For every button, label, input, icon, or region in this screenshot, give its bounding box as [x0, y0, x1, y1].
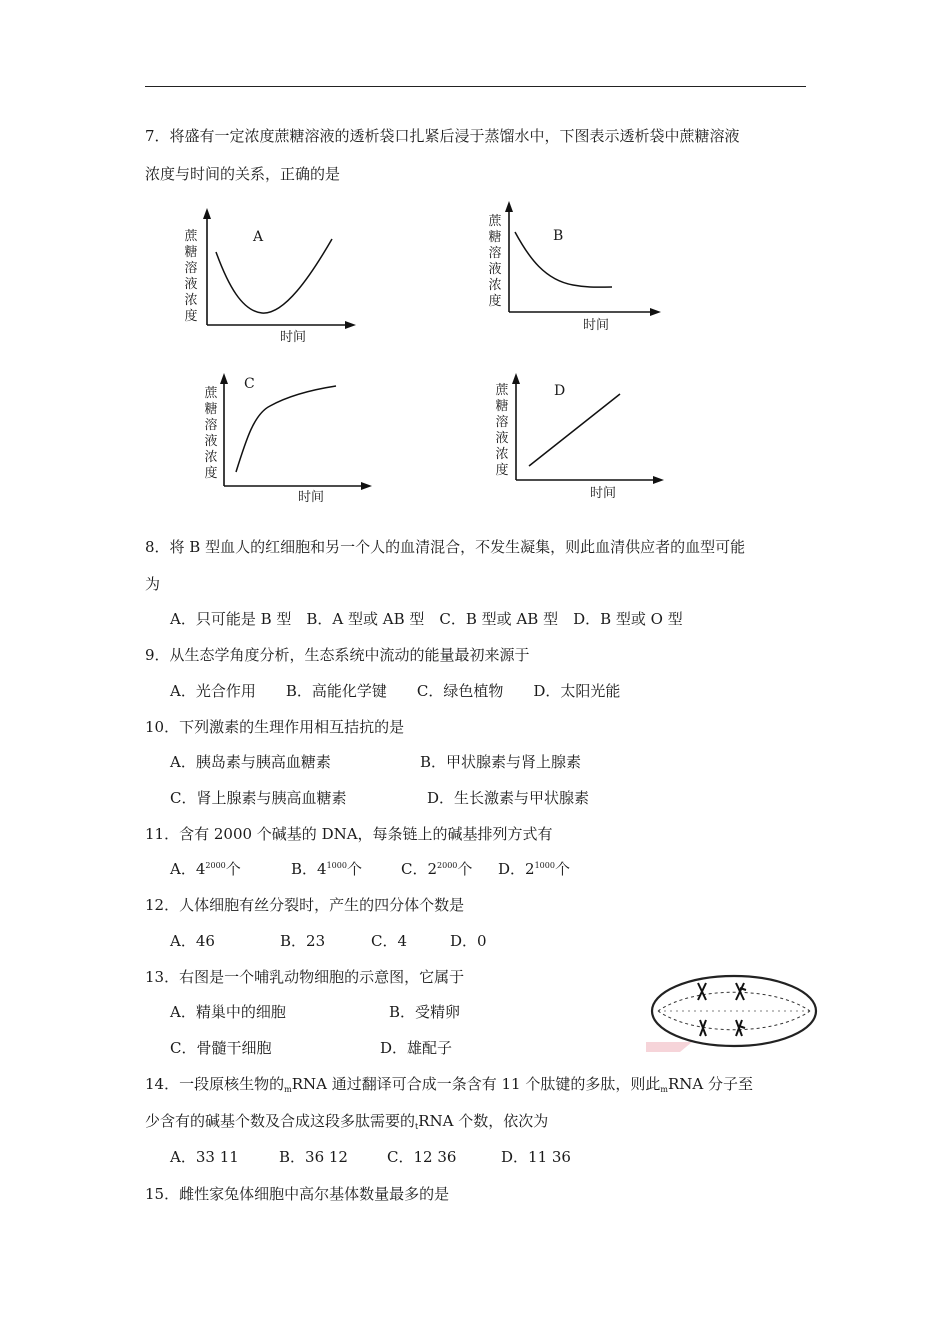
q13-option-c: C．骨髓干细胞: [170, 1039, 272, 1057]
q7-stem-line2: 浓度与时间的关系，正确的是: [145, 165, 341, 183]
graph-a-ylabel: 蔗糖溶液浓度: [184, 229, 198, 324]
q11-option-b: B．$4^{1000}$个: [291, 860, 362, 878]
q13-option-b: B．受精卵: [389, 1003, 461, 1021]
cell-diagram-stain: [646, 1042, 692, 1052]
q9-options: A．光合作用 B．高能化学键 C．绿色植物 D．太阳光能: [170, 682, 621, 700]
chromosome-bottom-right: [736, 1020, 745, 1036]
q10-option-c: C．肾上腺素与胰高血糖素: [170, 789, 347, 807]
q8-options: A．只可能是 B 型 B．A 型或 AB 型 C．B 型或 AB 型 D．B 型或 O 型: [170, 610, 683, 628]
chromosome-top-right: [736, 983, 746, 1000]
graph-d-ylabel: 蔗糖溶液浓度: [495, 383, 509, 478]
q15-stem: 15．雌性家兔体细胞中高尔基体数量最多的是: [145, 1185, 450, 1203]
q13-option-a: A．精巢中的细胞: [170, 1003, 286, 1021]
graph-c-ylabel: 蔗糖溶液浓度: [204, 386, 218, 481]
graph-d-label: D: [554, 383, 566, 399]
graph-a-xlabel: 时间: [280, 330, 307, 345]
graph-a: [180, 205, 360, 345]
q10-option-d: D．生长激素与甲状腺素: [427, 789, 590, 807]
q12-option-d: D．0: [450, 932, 487, 950]
q9-stem: 9．从生态学角度分析，生态系统中流动的能量最初来源于: [145, 646, 530, 664]
cell-diagram-svg: [644, 968, 824, 1052]
q12-option-a: A．46: [170, 932, 215, 950]
graph-b-curve: [515, 232, 612, 287]
q11-option-c: C．$2^{2000}$个: [401, 860, 473, 878]
q14-stem-line1: 14．一段原核生物的$_m$RNA 通过翻译可合成一条含有 11 个肽键的多肽，则此$_m$RNA 分子至: [145, 1075, 753, 1094]
q14-option-b: B．36 12: [279, 1148, 348, 1166]
q10-option-a: A．胰岛素与胰高血糖素: [170, 753, 331, 771]
graph-c: [198, 370, 378, 510]
q14-option-d: D．11 36: [501, 1148, 571, 1166]
spindle-fiber-upper: [658, 992, 810, 1011]
q7-stem-line1: 7．将盛有一定浓度蔗糖溶液的透析袋口扎紧后浸于蒸馏水中，下图表示透析袋中蔗糖溶液: [145, 127, 740, 145]
graph-b-label: B: [553, 228, 564, 244]
q11-option-a: A．$4^{2000}$个: [170, 860, 241, 878]
q12-option-c: C．4: [371, 932, 408, 950]
graph-c-label: C: [244, 376, 255, 392]
q11-stem: 11．含有 2000 个碱基的 DNA，每条链上的碱基排列方式有: [145, 825, 553, 843]
graph-b: [485, 200, 665, 340]
graph-b-xlabel: 时间: [583, 318, 610, 333]
cell-division-diagram: [644, 968, 824, 1052]
graph-d-xlabel: 时间: [590, 486, 617, 501]
q14-stem-line2: 少含有的碱基个数及合成这段多肽需要的$_t$RNA 个数，依次为: [145, 1112, 549, 1131]
graph-a-curve: [216, 239, 332, 313]
graph-c-curve: [236, 386, 336, 472]
q11-option-d: D．$2^{1000}$个: [498, 860, 570, 878]
q14-option-c: C．12 36: [387, 1148, 457, 1166]
q13-stem: 13．右图是一个哺乳动物细胞的示意图，它属于: [145, 968, 465, 986]
graph-c-plot: [198, 370, 378, 510]
q10-stem: 10．下列激素的生理作用相互拮抗的是: [145, 718, 405, 736]
chromosome-top-left: [698, 983, 706, 1000]
spindle-fiber-lower: [658, 1011, 810, 1030]
q8-stem-line2: 为: [145, 575, 161, 593]
graph-b-plot: [485, 200, 665, 340]
graph-a-label: A: [253, 229, 264, 245]
graph-d-plot: [492, 372, 672, 512]
q8-stem-line1: 8．将 B 型血人的红细胞和另一个人的血清混合，不发生凝集，则此血清供应者的血型可能: [145, 538, 746, 556]
header-rule: [145, 86, 806, 87]
graph-d-line: [529, 394, 620, 466]
q12-option-b: B．23: [280, 932, 326, 950]
q14-option-a: A．33 11: [170, 1148, 239, 1166]
q13-option-d: D．雄配子: [380, 1039, 453, 1057]
graph-a-plot: [180, 205, 360, 345]
graph-b-ylabel: 蔗糖溶液浓度: [488, 214, 502, 309]
q10-option-b: B．甲状腺素与肾上腺素: [420, 753, 582, 771]
graph-c-xlabel: 时间: [298, 490, 325, 505]
graph-d: [492, 372, 672, 512]
q12-stem: 12．人体细胞有丝分裂时，产生的四分体个数是: [145, 896, 465, 914]
